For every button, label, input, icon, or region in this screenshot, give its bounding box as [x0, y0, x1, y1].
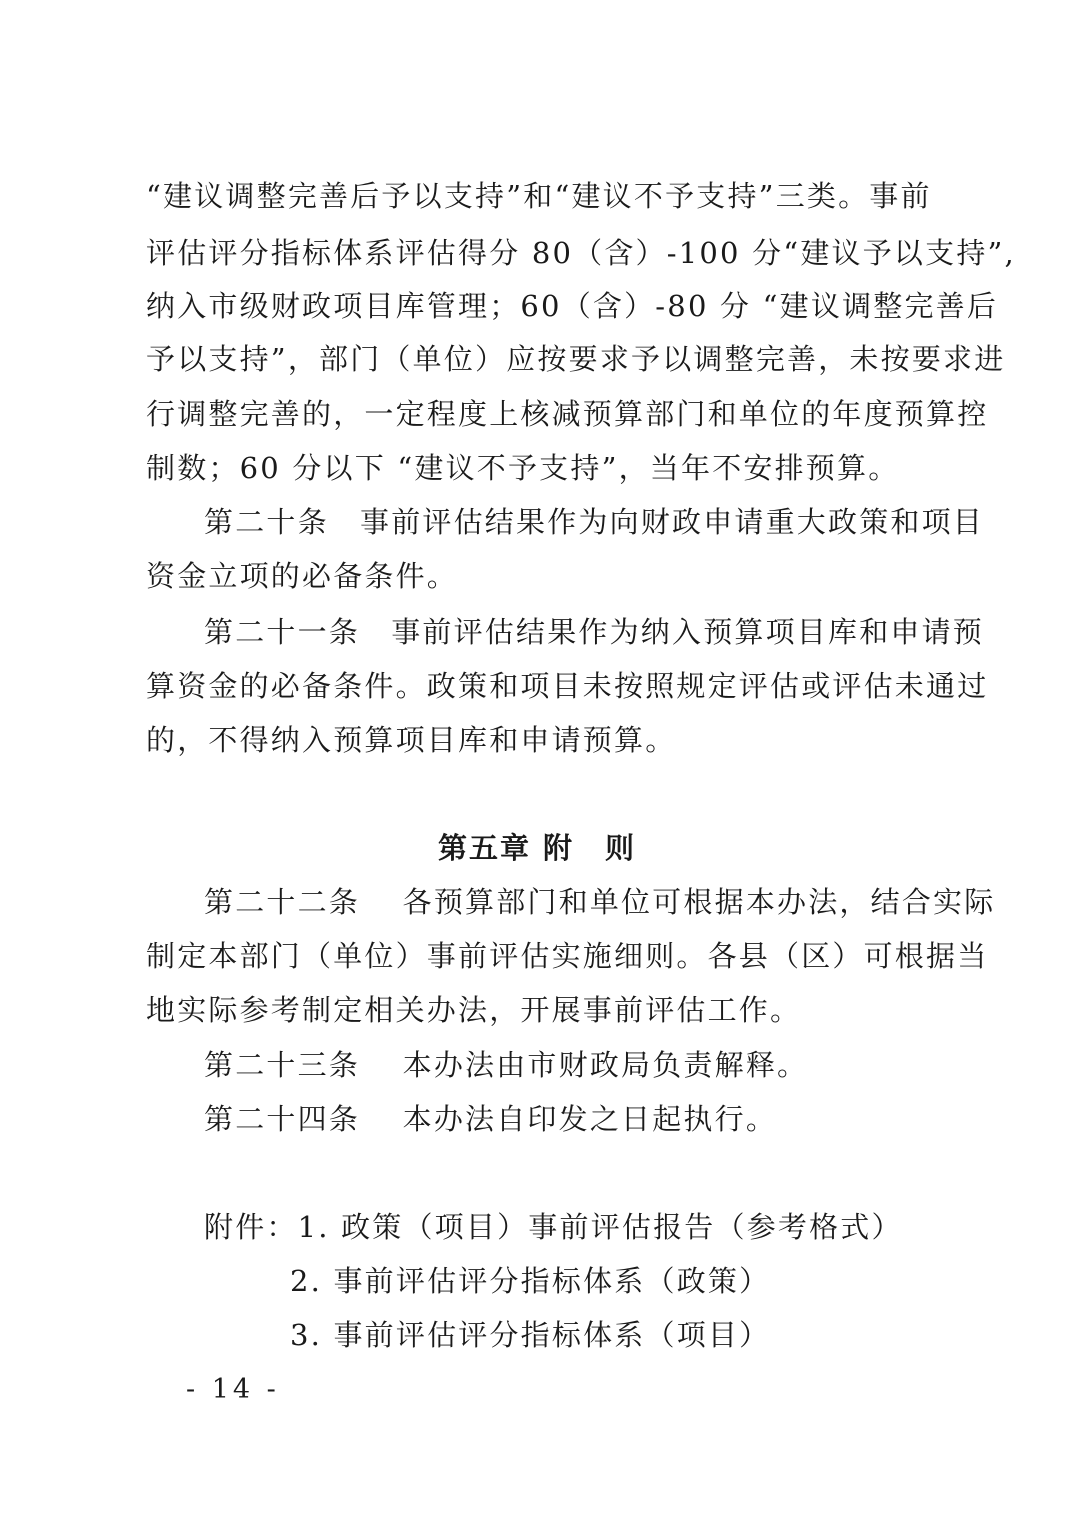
article-21-line: 算资金的必备条件。政策和项目未按照规定评估或评估未通过 — [146, 669, 989, 703]
article-24-line: 第二十四条 本办法自印发之日起执行。 — [204, 1102, 778, 1136]
attachment-item: 2. 事前评估评分指标体系（政策） — [290, 1264, 771, 1298]
article-23-line: 第二十三条 本办法由市财政局负责解释。 — [204, 1048, 809, 1082]
attachment-label: 附件：1. 政策（项目）事前评估报告（参考格式） — [204, 1210, 903, 1244]
article-21-line: 第二十一条 事前评估结果作为纳入预算项目库和申请预 — [204, 615, 985, 649]
article-22-line: 第二十二条 各预算部门和单位可根据本办法，结合实际 — [204, 885, 996, 919]
article-22-line: 地实际参考制定相关办法，开展事前评估工作。 — [146, 993, 802, 1027]
attachment-item: 3. 事前评估评分指标体系（项目） — [290, 1318, 771, 1352]
body-text-line: 制数；60 分以下 “建议不予支持”，当年不安排预算。 — [146, 451, 900, 485]
body-text-line: 评估评分指标体系评估得分 80（含）-100 分“建议予以支持”, — [146, 236, 1016, 270]
body-text-line: “建议调整完善后予以支持”和“建议不予支持”三类。事前 — [146, 179, 932, 213]
article-22-line: 制定本部门（单位）事前评估实施细则。各县（区）可根据当 — [146, 939, 989, 973]
page-number: - 14 - — [186, 1374, 280, 1405]
chapter-heading: 第五章 附 则 — [437, 831, 637, 865]
body-text-line: 纳入市级财政项目库管理；60（含）-80 分 “建议调整完善后 — [146, 289, 999, 323]
article-21-line: 的，不得纳入预算项目库和申请预算。 — [146, 723, 677, 757]
article-20-line: 第二十条 事前评估结果作为向财政申请重大政策和项目 — [204, 505, 985, 539]
article-20-line: 资金立项的必备条件。 — [146, 559, 459, 593]
body-text-line: 行调整完善的，一定程度上核减预算部门和单位的年度预算控 — [146, 397, 989, 431]
body-text-line: 予以支持”，部门（单位）应按要求予以调整完善，未按要求进 — [146, 342, 1006, 376]
